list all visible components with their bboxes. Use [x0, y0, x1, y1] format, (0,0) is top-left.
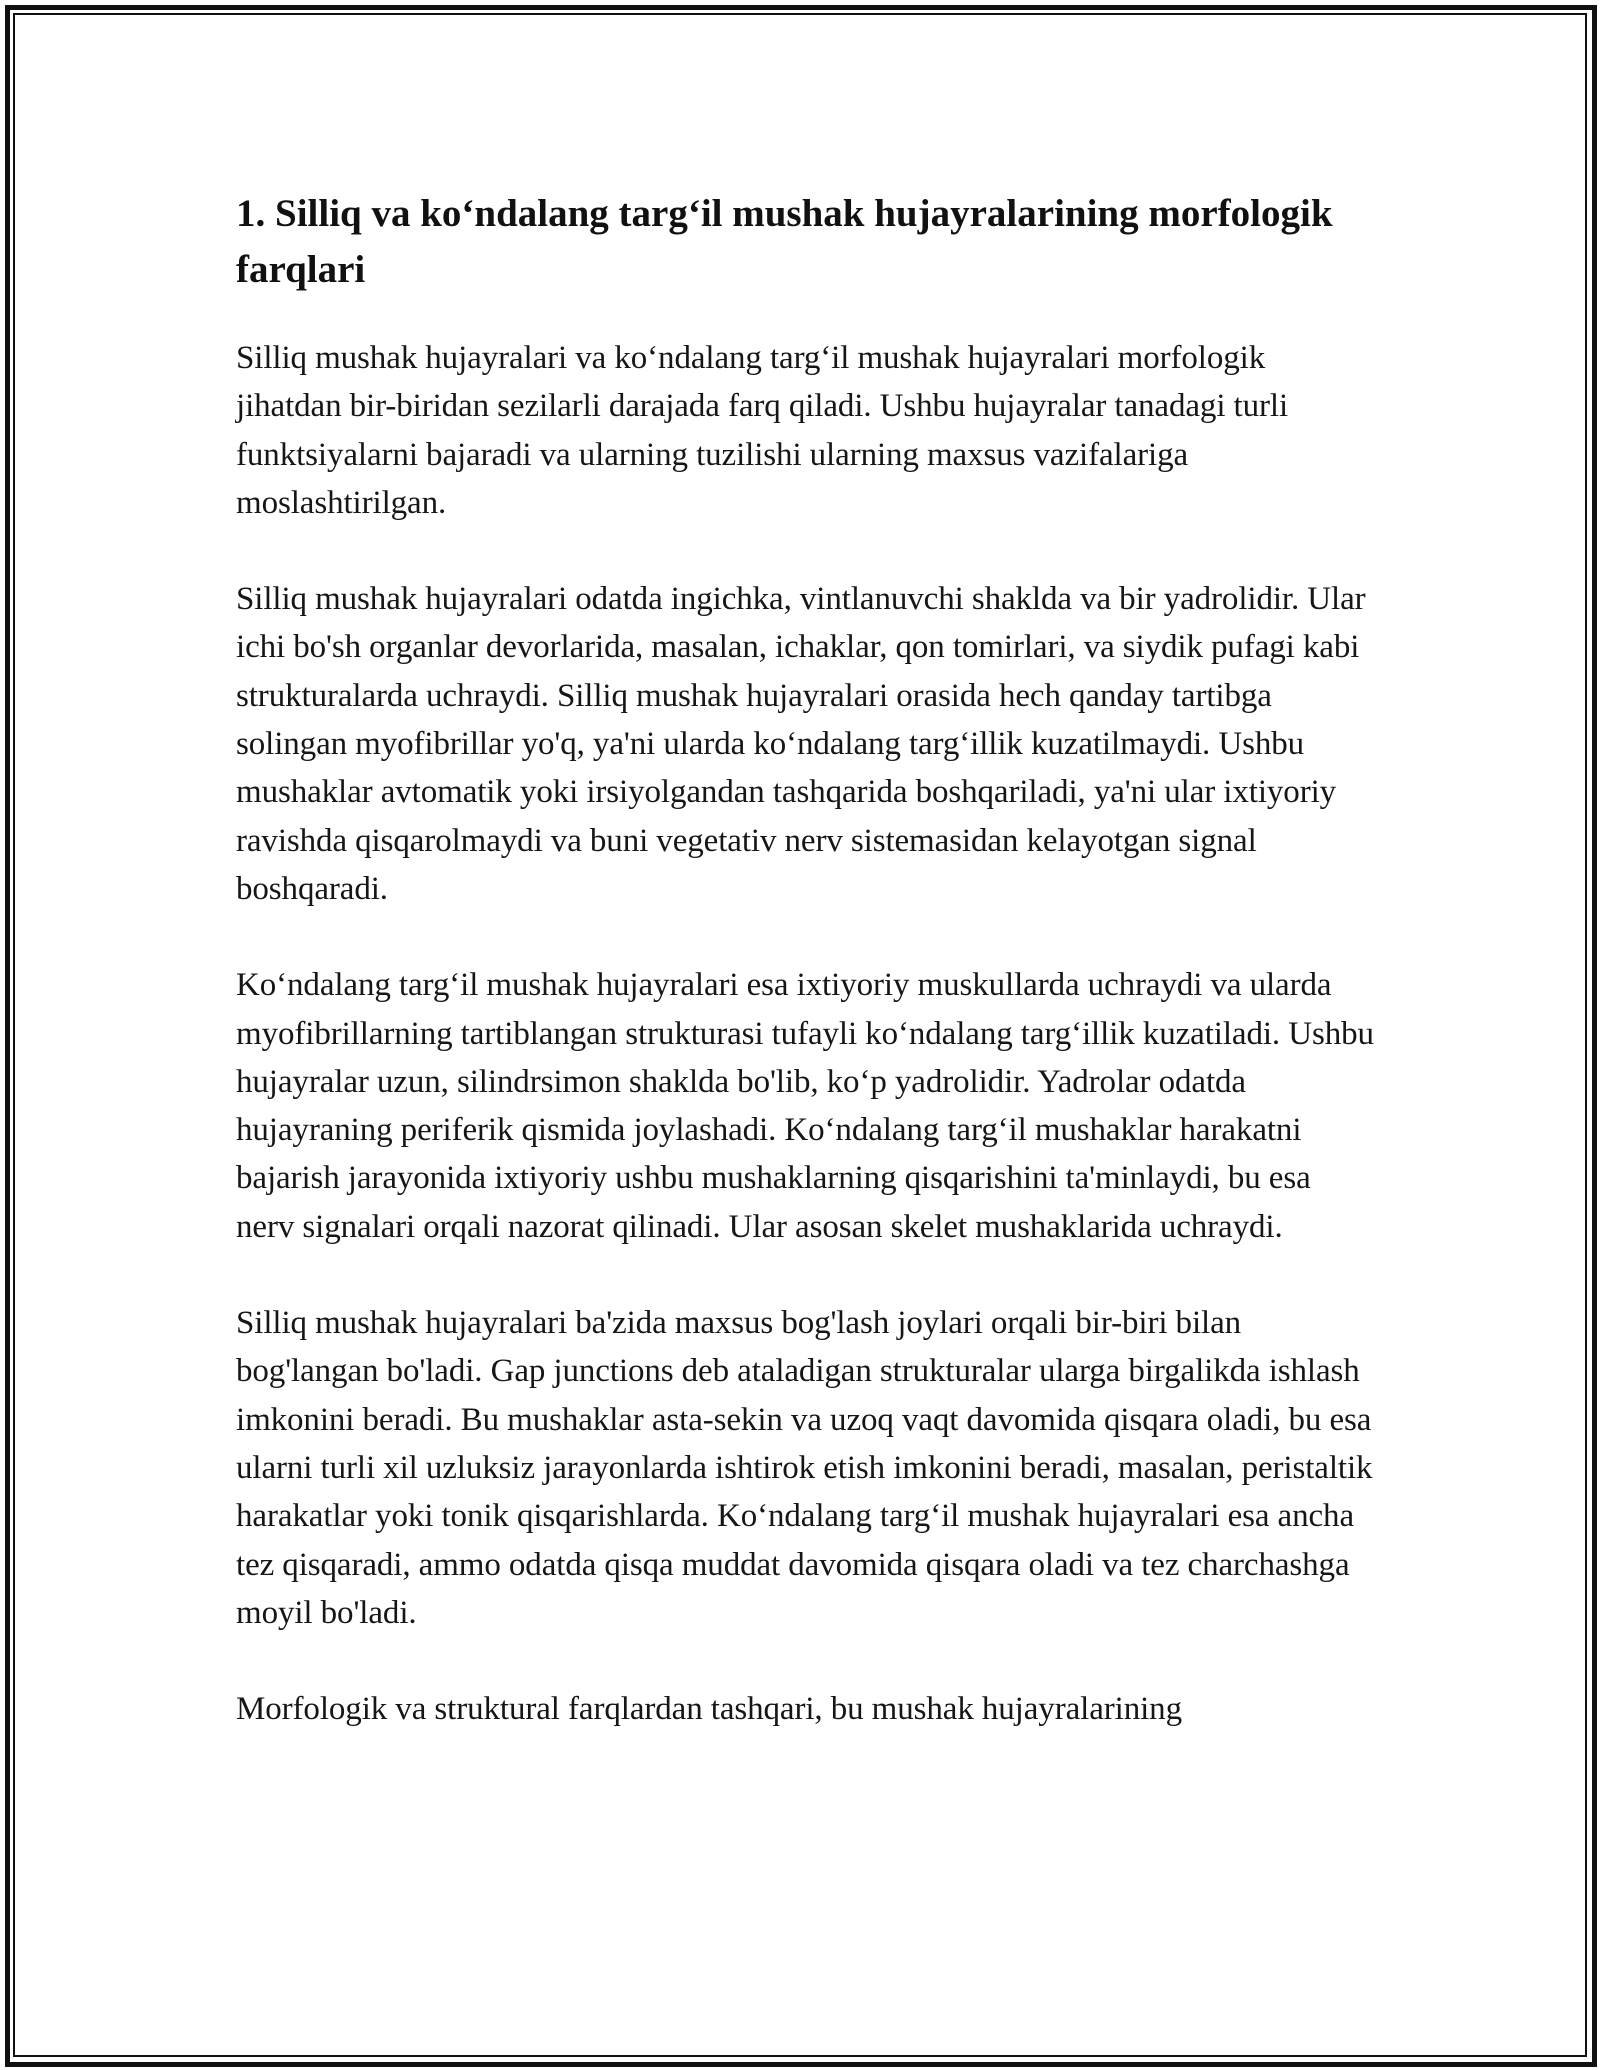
paragraph-5: Morfologik va struktural farqlardan tashqari, bu mushak hujayralarining	[236, 1691, 1182, 1728]
paragraph-3: Ko‘ndalang targ‘il mushak hujayralari esa ixtiyoriy muskullarda uchraydi va ularda myofibrillarning tartiblangan strukturasi tufayli ko‘ndalang targ‘illik kuzatiladi. Ushbu hujayralar uzun, silindrsimon shaklda bo'lib, ko‘p yadrolidir. Yadrolar odatda hujayraning periferik qismida joylashadi. Ko‘ndalang targ‘il mushaklar harakatni bajarish jarayonida ixtiyoriy ushbu mushaklarning qisqarishini ta'minlaydi, bu esa nerv signalari orqali nazorat qilinadi. Ular asosan skelet mushaklarida uchraydi.	[236, 967, 1374, 1245]
section-title: 1. Silliq va ko‘ndalang targ‘il mushak hujayralarining morfologik farqlari	[236, 192, 1333, 291]
document-body	[236, 186, 1376, 1781]
paragraph-4: Silliq mushak hujayralari ba'zida maxsus bog'lash joylari orqali bir-biri bilan bog'langan bo'ladi. Gap junctions deb ataladigan strukturalar ularga birgalikda ishlash imkonini beradi. Bu mushaklar asta-sekin va uzoq vaqt davomida qisqara oladi, bu esa ularni turli xil uzluksiz jarayonlarda ishtirok etish imkonini beradi, masalan, peristaltik harakatlar yoki tonik qisqarishlarda. Ko‘ndalang targ‘il mushak hujayralari esa ancha tez qisqaradi, ammo odatda qisqa muddat davomida qisqara oladi va tez charchashga moyil bo'ladi.	[236, 1305, 1373, 1631]
paragraph-2: Silliq mushak hujayralari odatda ingichka, vintlanuvchi shaklda va bir yadrolidir. Ular ichi bo'sh organlar devorlarida, masalan, ichaklar, qon tomirlari, va siydik pufagi kabi strukturalarda uchraydi. Silliq mushak hujayralari orasida hech qanday tartibga solingan myofibrillar yo'q, ya'ni ularda ko‘ndalang targ‘illik kuzatilmaydi. Ushbu mushaklar avtomatik yoki irsiyolgandan tashqarida boshqariladi, ya'ni ular ixtiyoriy ravishda qisqarolmaydi va buni vegetativ nerv sistemasidan kelayotgan signal boshqaradi.	[236, 581, 1366, 907]
paragraph-1: Silliq mushak hujayralari va ko‘ndalang targ‘il mushak hujayralari morfologik jihatdan bir-biridan sezilarli darajada farq qiladi. Ushbu hujayralar tanadagi turli funktsiyalarni bajaradi va ularning tuzilishi ularning maxsus vazifalariga moslashtirilgan.	[236, 340, 1289, 521]
